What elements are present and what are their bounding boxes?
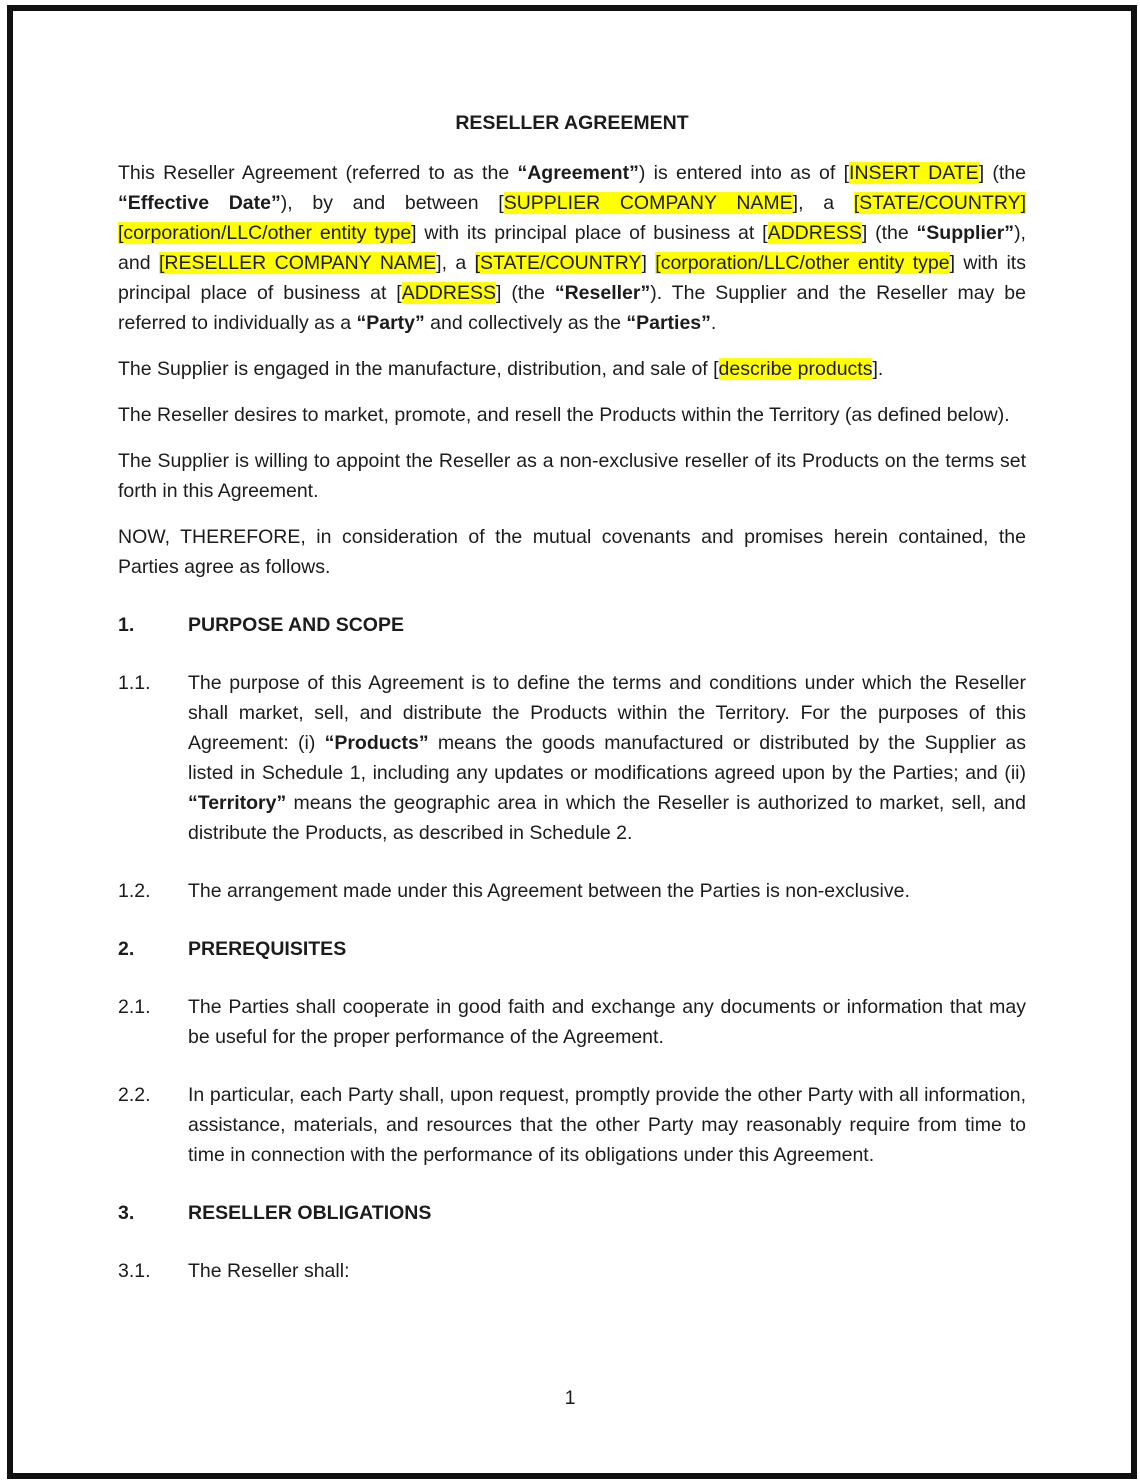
highlighted-placeholder: ADDRESS [401, 282, 496, 304]
text-segment: means the goods manufactured or distributed by the Supplier as listed in Schedule 1, including any updates or modifications agreed upon by the Parties; and (ii) [188, 732, 1026, 784]
defined-term: “Agreement” [517, 162, 639, 184]
text-segment: ], a [436, 252, 475, 274]
clause-text [188, 992, 1026, 1052]
text-segment: ), and [118, 222, 1026, 274]
highlighted-placeholder: INSERT DATE [849, 162, 979, 184]
text-segment: The Supplier is willing to appoint the Reseller as a non-exclusive reseller of its Products on the terms set forth in this Agreement. [118, 450, 1026, 502]
text-segment: The Reseller desires to market, promote, and resell the Products within the Territory (as defined below). [118, 404, 1010, 426]
defined-term: “Territory” [188, 792, 287, 814]
section-number: 2. [118, 938, 135, 960]
clause-text [188, 876, 1026, 906]
paragraph [118, 522, 1026, 582]
clause-number: 1.2. [118, 880, 151, 902]
numbered-paragraph [118, 876, 1026, 906]
text-segment: ] (the [861, 222, 917, 244]
defined-term: “Parties” [626, 312, 711, 334]
numbered-paragraph [118, 1080, 1026, 1170]
section-number: 1. [118, 614, 135, 636]
text-segment: ], a [792, 192, 854, 214]
highlighted-placeholder: [corporation/LLC/other entity type [655, 252, 950, 274]
text-segment: The Supplier is engaged in the manufacture, distribution, and sale of [ [118, 358, 719, 380]
defined-term: “Products” [324, 732, 429, 754]
highlighted-placeholder: [STATE/COUNTRY] [853, 192, 1026, 214]
section-title: PURPOSE AND SCOPE [188, 614, 404, 636]
text-segment: means the geographic area in which the Reseller is authorized to market, sell, and distribute the Products, as described in Schedule 2. [188, 792, 1026, 844]
section-heading [118, 1198, 1026, 1228]
text-segment: ), by and between [ [280, 192, 504, 214]
document-title: RESELLER AGREEMENT [455, 112, 689, 134]
clause-number: 1.1. [118, 672, 151, 694]
text-segment: The arrangement made under this Agreement between the Parties is non-exclusive. [188, 880, 910, 902]
highlighted-placeholder: [corporation/LLC/other entity type [118, 222, 412, 244]
text-segment: ] (the [495, 282, 555, 304]
text-segment: In particular, each Party shall, upon request, promptly provide the other Party with all information, assistance, materials, and resources that the other Party may reasonably require from time to time in connection with the performance of its obligations under this Agreement. [188, 1084, 1026, 1166]
text-segment: ] with its principal place of business at [ [118, 252, 1026, 304]
defined-term: “Supplier” [916, 222, 1015, 244]
clause-number: 2.1. [118, 996, 151, 1018]
highlighted-placeholder: SUPPLIER COMPANY NAME [503, 192, 793, 214]
highlighted-placeholder: [STATE/COUNTRY [474, 252, 642, 274]
page-number: 1 [564, 1387, 576, 1409]
numbered-paragraph [118, 668, 1026, 848]
text-segment: and collectively as the [424, 312, 627, 334]
section-heading [118, 934, 1026, 964]
text-segment: This Reseller Agreement (referred to as the [118, 162, 518, 184]
clause-text [188, 1256, 1026, 1286]
clause-text [188, 1080, 1026, 1170]
text-segment: ]. [872, 358, 884, 380]
paragraph [118, 158, 1026, 338]
numbered-paragraph [118, 992, 1026, 1052]
clause-text [188, 668, 1026, 848]
highlighted-placeholder: describe products [718, 358, 873, 380]
text-segment: NOW, THEREFORE, in consideration of the mutual covenants and promises herein contained, the Parties agree as follows. [118, 526, 1026, 578]
paragraph [118, 446, 1026, 506]
text-segment: ] [641, 252, 656, 274]
section-title: RESELLER OBLIGATIONS [188, 1202, 432, 1224]
text-segment: The purpose of this Agreement is to define the terms and conditions under which the Reseller shall market, sell, and distribute the Products within the Territory. For the purposes of this Agreement: (i) [188, 672, 1026, 754]
section-number: 3. [118, 1202, 135, 1224]
paragraph [118, 354, 1026, 384]
numbered-paragraph [118, 1256, 1026, 1286]
text-segment: . [710, 312, 717, 334]
defined-term: “Party” [356, 312, 425, 334]
clause-number: 3.1. [118, 1260, 151, 1282]
document-body [118, 108, 1026, 1314]
text-segment: ). The Supplier and the Reseller may be referred to individually as a [118, 282, 1026, 334]
section-heading [118, 610, 1026, 640]
text-segment: The Reseller shall: [188, 1260, 350, 1282]
defined-term: “Reseller” [554, 282, 651, 304]
section-title: PREREQUISITES [188, 938, 347, 960]
text-segment: ] (the [978, 162, 1026, 184]
text-segment: ) is entered into as of [ [638, 162, 850, 184]
highlighted-placeholder: [RESELLER COMPANY NAME [158, 252, 437, 274]
text-segment: ] with its principal place of business at [ [411, 222, 768, 244]
clause-number: 2.2. [118, 1084, 151, 1106]
highlighted-placeholder: ADDRESS [767, 222, 862, 244]
paragraph [118, 400, 1026, 430]
text-segment: The Parties shall cooperate in good faith and exchange any documents or information that may be useful for the proper performance of the Agreement. [188, 996, 1026, 1048]
defined-term: “Effective Date” [118, 192, 281, 214]
